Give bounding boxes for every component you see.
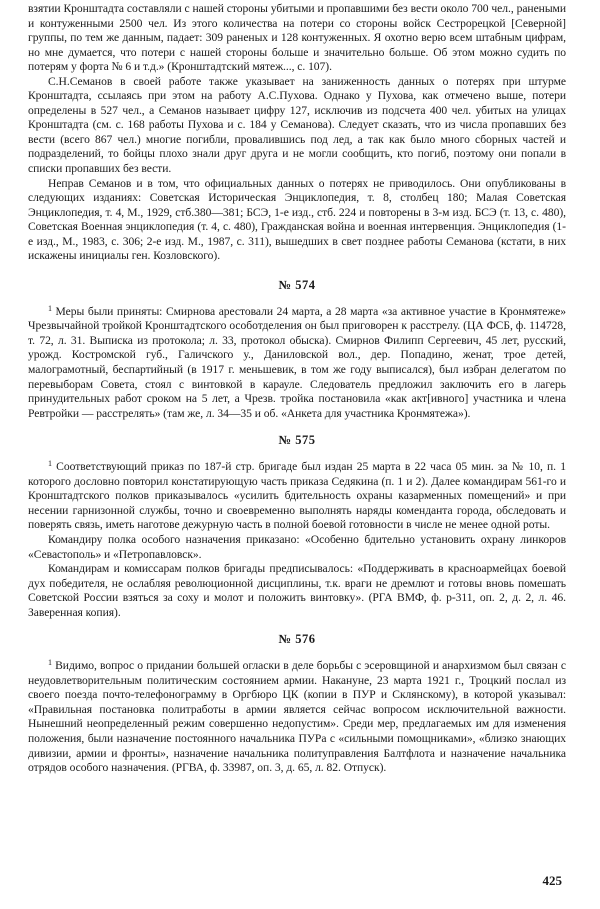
page-body: [28, 2, 566, 776]
intro-paragraph-2: С.Н.Семанов в своей работе также указывает на заниженность данных о потерях при штурме Кронштадта, ссылаясь при этом на работу А.С.Пухова. Однако у Пухова, как отмечено выше, потери определены в 527 чел., а Семанов называет цифру 127, исключив из подсчета 400 чел. убитых на улицах Кронштадта (см. с. 168 работы Пухова и с. 184 у Семанова). Следует сказать, что из числа пропавших без вести (всего 867 чел.) многие погибли, провалившись под лед, а так как было много сборных частей и подразделений, то бойцы плохо знали друг друга и не могли сообщить, кто погиб, поэтому они попали в списки пропавших без вести.: [28, 74, 566, 176]
footnote-marker: 1: [48, 459, 52, 469]
intro-section: [28, 2, 566, 264]
note-575-paragraph-2: Командиру полка особого назначения приказано: «Особенно бдительно установить охрану линкоров «Севастополь» и «Петропавловск».: [28, 532, 566, 561]
note-574-heading: № 574: [278, 277, 316, 292]
footnote-marker: 1: [48, 658, 52, 668]
note-574-paragraph: [28, 305, 566, 421]
note-575-paragraph-3: Командирам и комиссарам полков бригады предписывалось: «Поддерживать в красноармейцах боевой дух победителя, не ослабляя революционной дисциплины, т.к. враги не дремлют и готовы вновь помешать Советской России взяться за соху и молот и положить винтовку». (РГА ВМФ, ф. р-311, оп. 2, д. 2, л. 46. Заверенная копия).: [28, 562, 566, 619]
footnote-marker: 1: [48, 303, 52, 313]
note-576-text: Видимо, вопрос о придании большей огласки в деле борьбы с эсеровщиной и анархизмом был связан с неудовлетворительным политическим состоянием армии. Накануне, 23 марта 1921 г., Троцкий послал из своего поезда почто-телефонограмму в Оргбюро ЦК (копии в ПУР и Склянскому), в которой указывал: «Правильная постановка политработы в армии является сейчас вопросом исключительной важности. Нынешний неопределенный режим совершенно недопустим». Среди мер, предлагаемых им для изменения положения, были назначение постоянного начальника ПУРа с «сильными помощниками», «близко знающих дивизии, армии и фронты», назначение начальника политуправления Балтфлота и назначение начальника отрядов особого назначения. (РГВА, ф. 33987, оп. 3, д. 65, л. 82. Отпуск).: [28, 659, 566, 775]
intro-paragraph-1: взятии Кронштадта составляли с нашей стороны убитыми и пропавшими без вести около 700 чел., ранеными и контуженными 2500 чел. Из этого количества на потери со стороны войск Сестрорецкой [Северной] группы, по тем же данным, падает: 309 раненых и 128 контуженных. Я охотно верю всем штабным цифрам, но мне думается, что потери с нашей стороны больше и значительно больше. Об этом можно судить по потерям у форта № 6 и т.д.» (Кронштадтский мятеж..., с. 107).: [28, 2, 566, 74]
note-576-section: [28, 632, 566, 775]
page-number: 425: [542, 873, 562, 888]
note-574-text: Меры были приняты: Смирнова арестовали 24 марта, а 28 марта «за активное участие в Кронмятеже» Чрезвычайной тройкой Кронштадтского особотделения он был приговорен к расстрелу. (ЦА ФСБ, ф. 114728, т. 72, л. 31. Выписка из протокола; л. 33, протокол обыска). Смирнов Филипп Сергеевич, 45 лет, русский, урожд. Костромской губ., Галичского у., Даниловской вол., дер. Попадино, женат, трое детей, малограмотный, беспартийный (в 1917 г. меньшевик, в том же году выписался), был избран делегатом по перевыборам Совета, стоял с винтовкой в карауле. Следователь предложил заключить его в лагерь принудительных работ сроком на 5 лет, а Чрезв. тройка постановила «как акт[ивного] участника и члена Ревтройки — расстрелять» (там же, л. 34—35 и об. «Анкета для участника Кронмятежа»).: [28, 304, 566, 420]
note-575-section: [28, 433, 566, 620]
note-576-heading: № 576: [278, 632, 316, 647]
note-575-paragraph-1: [28, 460, 566, 533]
note-576-paragraph: [28, 659, 566, 775]
note-574-section: [28, 278, 566, 421]
note-575-text: Соответствующий приказ по 187-й стр. бригаде был издан 25 марта в 22 часа 05 мин. за № 10, п. 1 которого дословно повторил констатирующую часть приказа Седякина (п. 1 и 2). Далее командирам 561-го и Кронштадтского полков приказывалось «усилить бдительность охраны казарменных помещений» и при несении гарнизонной службы, точно и своевременно выполнять наряды коменданта города, обследовать и поверять связь, иметь наготове дежурную часть в полной боевой готовности в числе не менее одной роты.: [28, 460, 566, 532]
note-575-heading: № 575: [278, 433, 316, 448]
intro-paragraph-3: Неправ Семанов и в том, что официальных данных о потерях не приводилось. Они опубликованы в следующих изданиях: Советская Историческая Энциклопедия, т. 8, столбец 180; Малая Советская Энциклопедия, т. 4, М., 1929, стб.380—381; БСЭ, 1-е изд., стб. 224 и повторены в 3-м изд. БСЭ (т. 13, с. 480), Советская Военная энциклопедия (т. 4, с. 480), Гражданская война и военная интервенция. Энциклопедия (1-е изд., М., 1983, с. 306; 2-е изд. М., 1987, с. 311), вышедших в свет позднее работы Семанова (кстати, в них искажены инициалы ген. Козловского).: [28, 176, 566, 263]
